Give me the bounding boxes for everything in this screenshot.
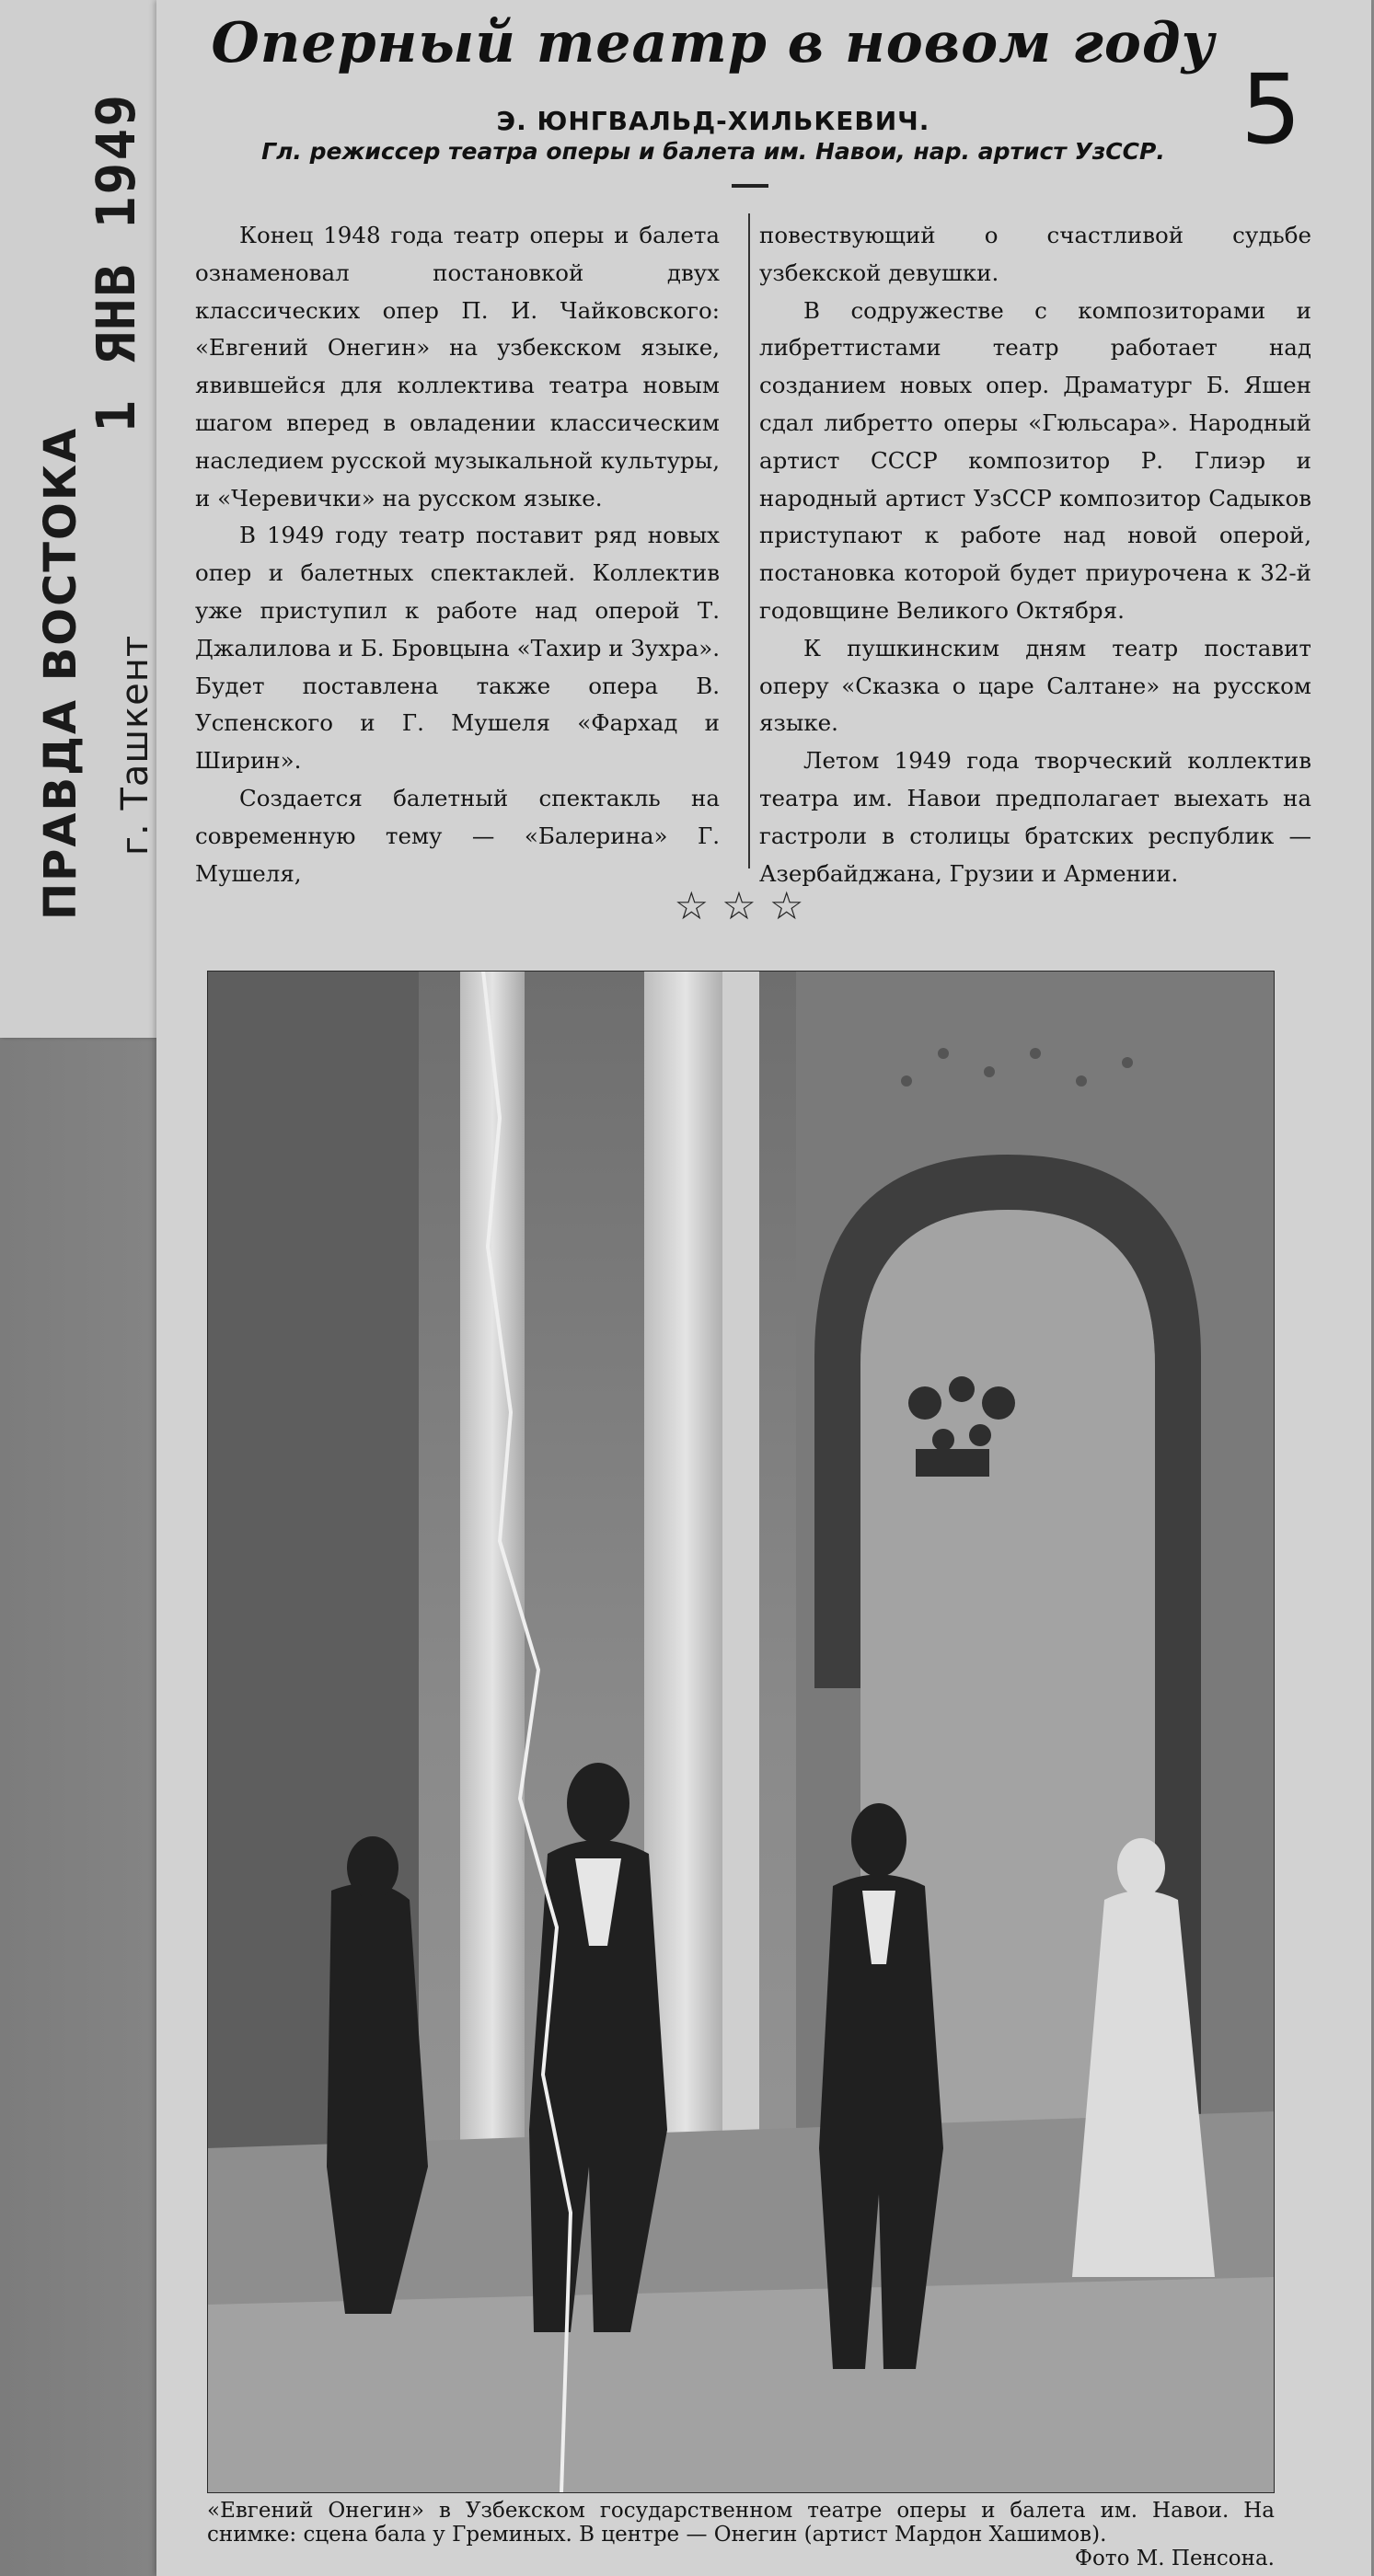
photo-illustration [207,971,1275,2493]
stamp-date: 1 ЯНВ 1949 [85,92,147,432]
photo-credit: Фото М. Пенсона. [1074,2547,1275,2570]
paragraph: Конец 1948 года театр оперы и балета ознаменовал постановкой двух классических опер П. И. Чайковского: «Евгений Онегин» на узбекском языке, явившейся для коллектива театра новым шагом вперед в овладении классическим наследием русской музыкальной культуры, и «Черевички» на русском языке. [195,222,720,512]
paragraph: Создается балетный спектакль на современную тему — «Балерина» Г. Мушеля, [195,784,720,887]
photo-caption [207,2499,1275,2570]
title-rule [732,184,768,188]
column-divider [748,213,750,868]
paragraph: К пушкинским дням театр поставит оперу «Сказка о царе Салтане» на русском языке. [759,634,1311,737]
archive-stamp-card [0,0,156,1038]
stamp-city: г. Ташкент [114,634,156,856]
handwritten-page-number: 5 [1241,53,1302,166]
article-title: Оперный театр в новом году [211,11,1216,75]
paragraph: В содружестве с композиторами и либреттистами театр работает над созданием новых опер. Драматург Б. Яшен сдал либретто оперы «Гюльсара». Народный артист СССР композитор Р. Глиэр и народный артист УзССР композитор Садыков приступают к работе над новой оперой, постановка которой будет приурочена к 32-й годовщине Великого Октября. [759,296,1311,624]
section-separator-stars: ☆☆☆ [674,883,817,928]
paragraph: Летом 1949 года творческий коллектив театра им. Навои предполагает выехать на гастроли в столицы братских республик — Азербайджана, Грузии и Армении. [759,747,1311,887]
stage-photo [207,971,1275,2493]
caption-text: «Евгений Онегин» в Узбекском государственном театре оперы и балета им. Навои. На снимке: сцена бала у Греминых. В центре — Онегин (артист Мардон Хашимов). [207,2499,1275,2547]
stamp-newspaper: ПРАВДА ВОСТОКА [35,426,87,920]
paragraph: повествующий о счастливой судьбе узбекской девушки. [759,222,1311,286]
article-right-column [759,217,1311,892]
paragraph: В 1949 году театр поставит ряд новых опер и балетных спектаклей. Коллектив уже приступил к работе над оперой Т. Джалилова и Б. Бровцына «Тахир и Зухра». Будет поставлена также опера В. Успенского и Г. Мушеля «Фархад и Ширин». [195,522,720,775]
article-author: Э. ЮНГВАЛЬД-ХИЛЬКЕВИЧ. [496,106,930,136]
author-position: Гл. режиссер театра оперы и балета им. Навои, нар. артист УзССР. [261,138,1165,165]
article-left-column [195,217,720,892]
